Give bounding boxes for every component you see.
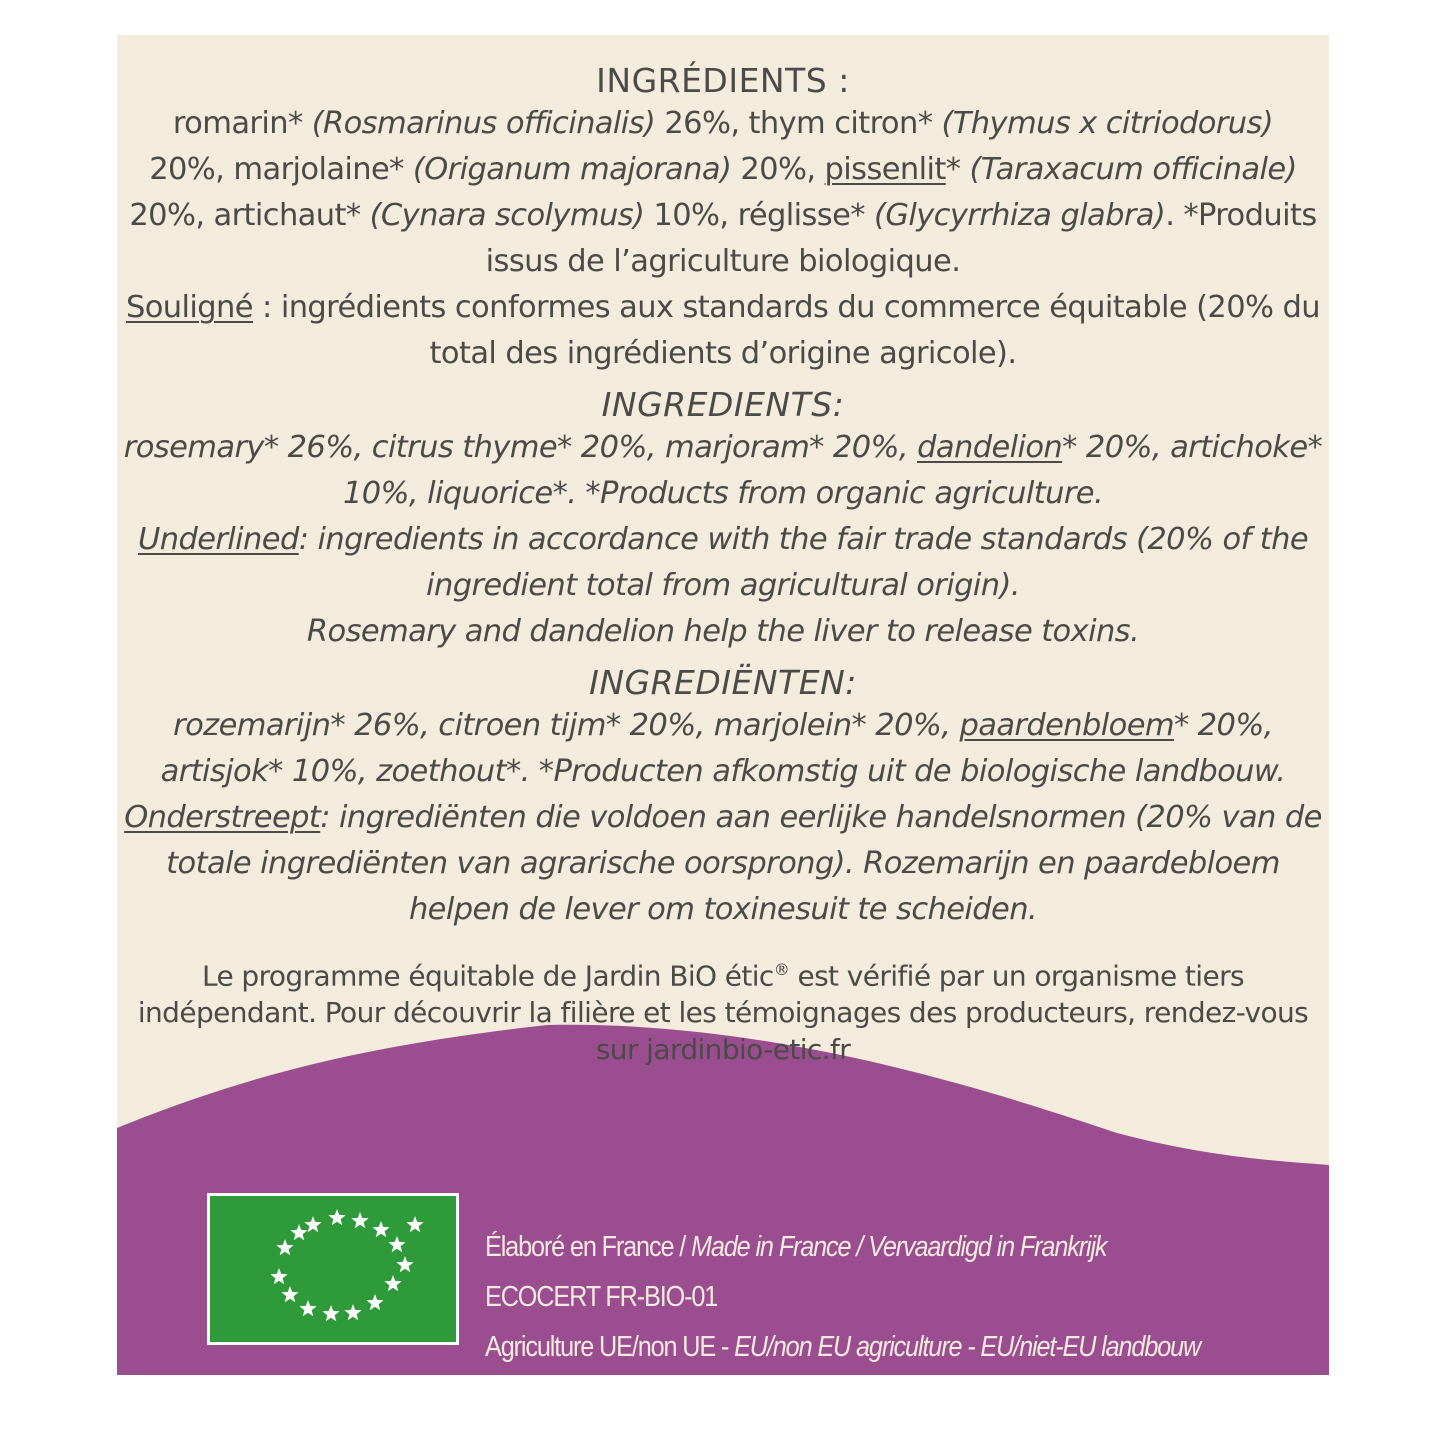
english-ingredients bbox=[117, 385, 1329, 655]
fr-latin: (Thymus x citriodorus) bbox=[941, 106, 1274, 141]
fr-latin: (Cynara scolymus) bbox=[369, 198, 645, 233]
fr-latin: (Taraxacum officinale) bbox=[969, 152, 1297, 187]
en-text: rosemary* 26%, citrus thyme* 20%, marjoram* 20%, bbox=[123, 430, 918, 465]
eu-organic-leaf-logo bbox=[207, 1193, 459, 1345]
nl-text: * 20%, artisjok* 10%, zoethout*. *Producten afkomstig uit de biologische landbouw. bbox=[160, 708, 1286, 789]
fair-trade-statement bbox=[117, 951, 1329, 1068]
fr-text: 20%, artichaut* bbox=[129, 198, 370, 233]
english-title: INGREDIENTS: bbox=[601, 385, 845, 424]
fr-text: 20%, bbox=[731, 152, 825, 187]
fr-latin: (Origanum majorana) bbox=[412, 152, 732, 187]
fr-latin: (Glycyrrhiza glabra) bbox=[874, 198, 1166, 233]
fr-text: * bbox=[945, 152, 970, 187]
en-legend-key: Underlined bbox=[137, 522, 299, 557]
french-ingredients bbox=[117, 61, 1329, 377]
nl-legend-key: Onderstreept bbox=[124, 800, 321, 835]
nl-legend: : ingrediënten die voldoen aan eerlijke handelsnormen (20% van de totale ingrediënten van agrarische oorsprong). Rozemarijn en paardebloem helpen de lever om toxinesuit te scheiden. bbox=[166, 800, 1322, 927]
made-in-line bbox=[485, 1222, 1200, 1272]
fr-fairtrade-ingredient: pissenlit bbox=[824, 152, 946, 187]
made-in-translations: Made in France / Vervaardigd in Frankrijk bbox=[690, 1231, 1107, 1263]
registered-mark: ® bbox=[773, 960, 790, 979]
agriculture-translations: EU/non EU agriculture - EU/niet-EU landbouw bbox=[734, 1331, 1201, 1363]
french-title: INGRÉDIENTS : bbox=[596, 61, 850, 100]
dutch-ingredients bbox=[117, 663, 1329, 933]
french-list bbox=[117, 101, 1329, 377]
product-label bbox=[117, 35, 1329, 1375]
ingredients-text bbox=[117, 61, 1329, 1068]
fr-legend: : ingrédients conformes aux standards du commerce équitable (20% du total des ingrédients d’origine agricole). bbox=[252, 290, 1320, 371]
fr-latin: (Rosmarinus officinalis) bbox=[311, 106, 656, 141]
fair-trade-text: Le programme équitable de Jardin BiO étic bbox=[201, 959, 774, 993]
en-legend: : ingredients in accordance with the fair trade standards (20% of the ingredient total from agricultural origin). bbox=[298, 522, 1309, 603]
agriculture-origin-line bbox=[485, 1322, 1200, 1372]
fr-legend-key: Souligné bbox=[125, 290, 253, 325]
certifier-code: ECOCERT FR-BIO-01 bbox=[485, 1281, 718, 1313]
agriculture-french: Agriculture UE/non UE - bbox=[485, 1331, 735, 1363]
nl-text: rozemarijn* 26%, citroen tijm* 20%, marjolein* 20%, bbox=[173, 708, 960, 743]
fr-text: romarin* bbox=[172, 106, 312, 141]
nl-fairtrade-ingredient: paardenbloem bbox=[959, 708, 1174, 743]
english-list bbox=[117, 425, 1329, 655]
dutch-title: INGREDIËNTEN: bbox=[589, 663, 857, 702]
en-note: Rosemary and dandelion help the liver to release toxins. bbox=[306, 614, 1140, 649]
origin-and-certification bbox=[485, 1222, 1200, 1372]
made-in-french: Élaboré en France / bbox=[485, 1231, 691, 1263]
fr-text: . *Produits issus de l’agriculture biologique. bbox=[485, 198, 1317, 279]
fr-text: 26%, thym citron* bbox=[655, 106, 942, 141]
dutch-list bbox=[117, 703, 1329, 933]
en-fairtrade-ingredient: dandelion bbox=[917, 430, 1063, 465]
en-text: * 20%, artichoke* 10%, liquorice*. *Products from organic agriculture. bbox=[342, 430, 1323, 511]
fr-text: 20%, marjolaine* bbox=[149, 152, 413, 187]
fair-trade-text: est vérifié par un organisme tiers indépendant. Pour découvrir la filière et les témoignages des producteurs, rendez-vous sur jardinbio-etic.fr bbox=[137, 959, 1309, 1067]
fr-text: 10%, réglisse* bbox=[644, 198, 875, 233]
